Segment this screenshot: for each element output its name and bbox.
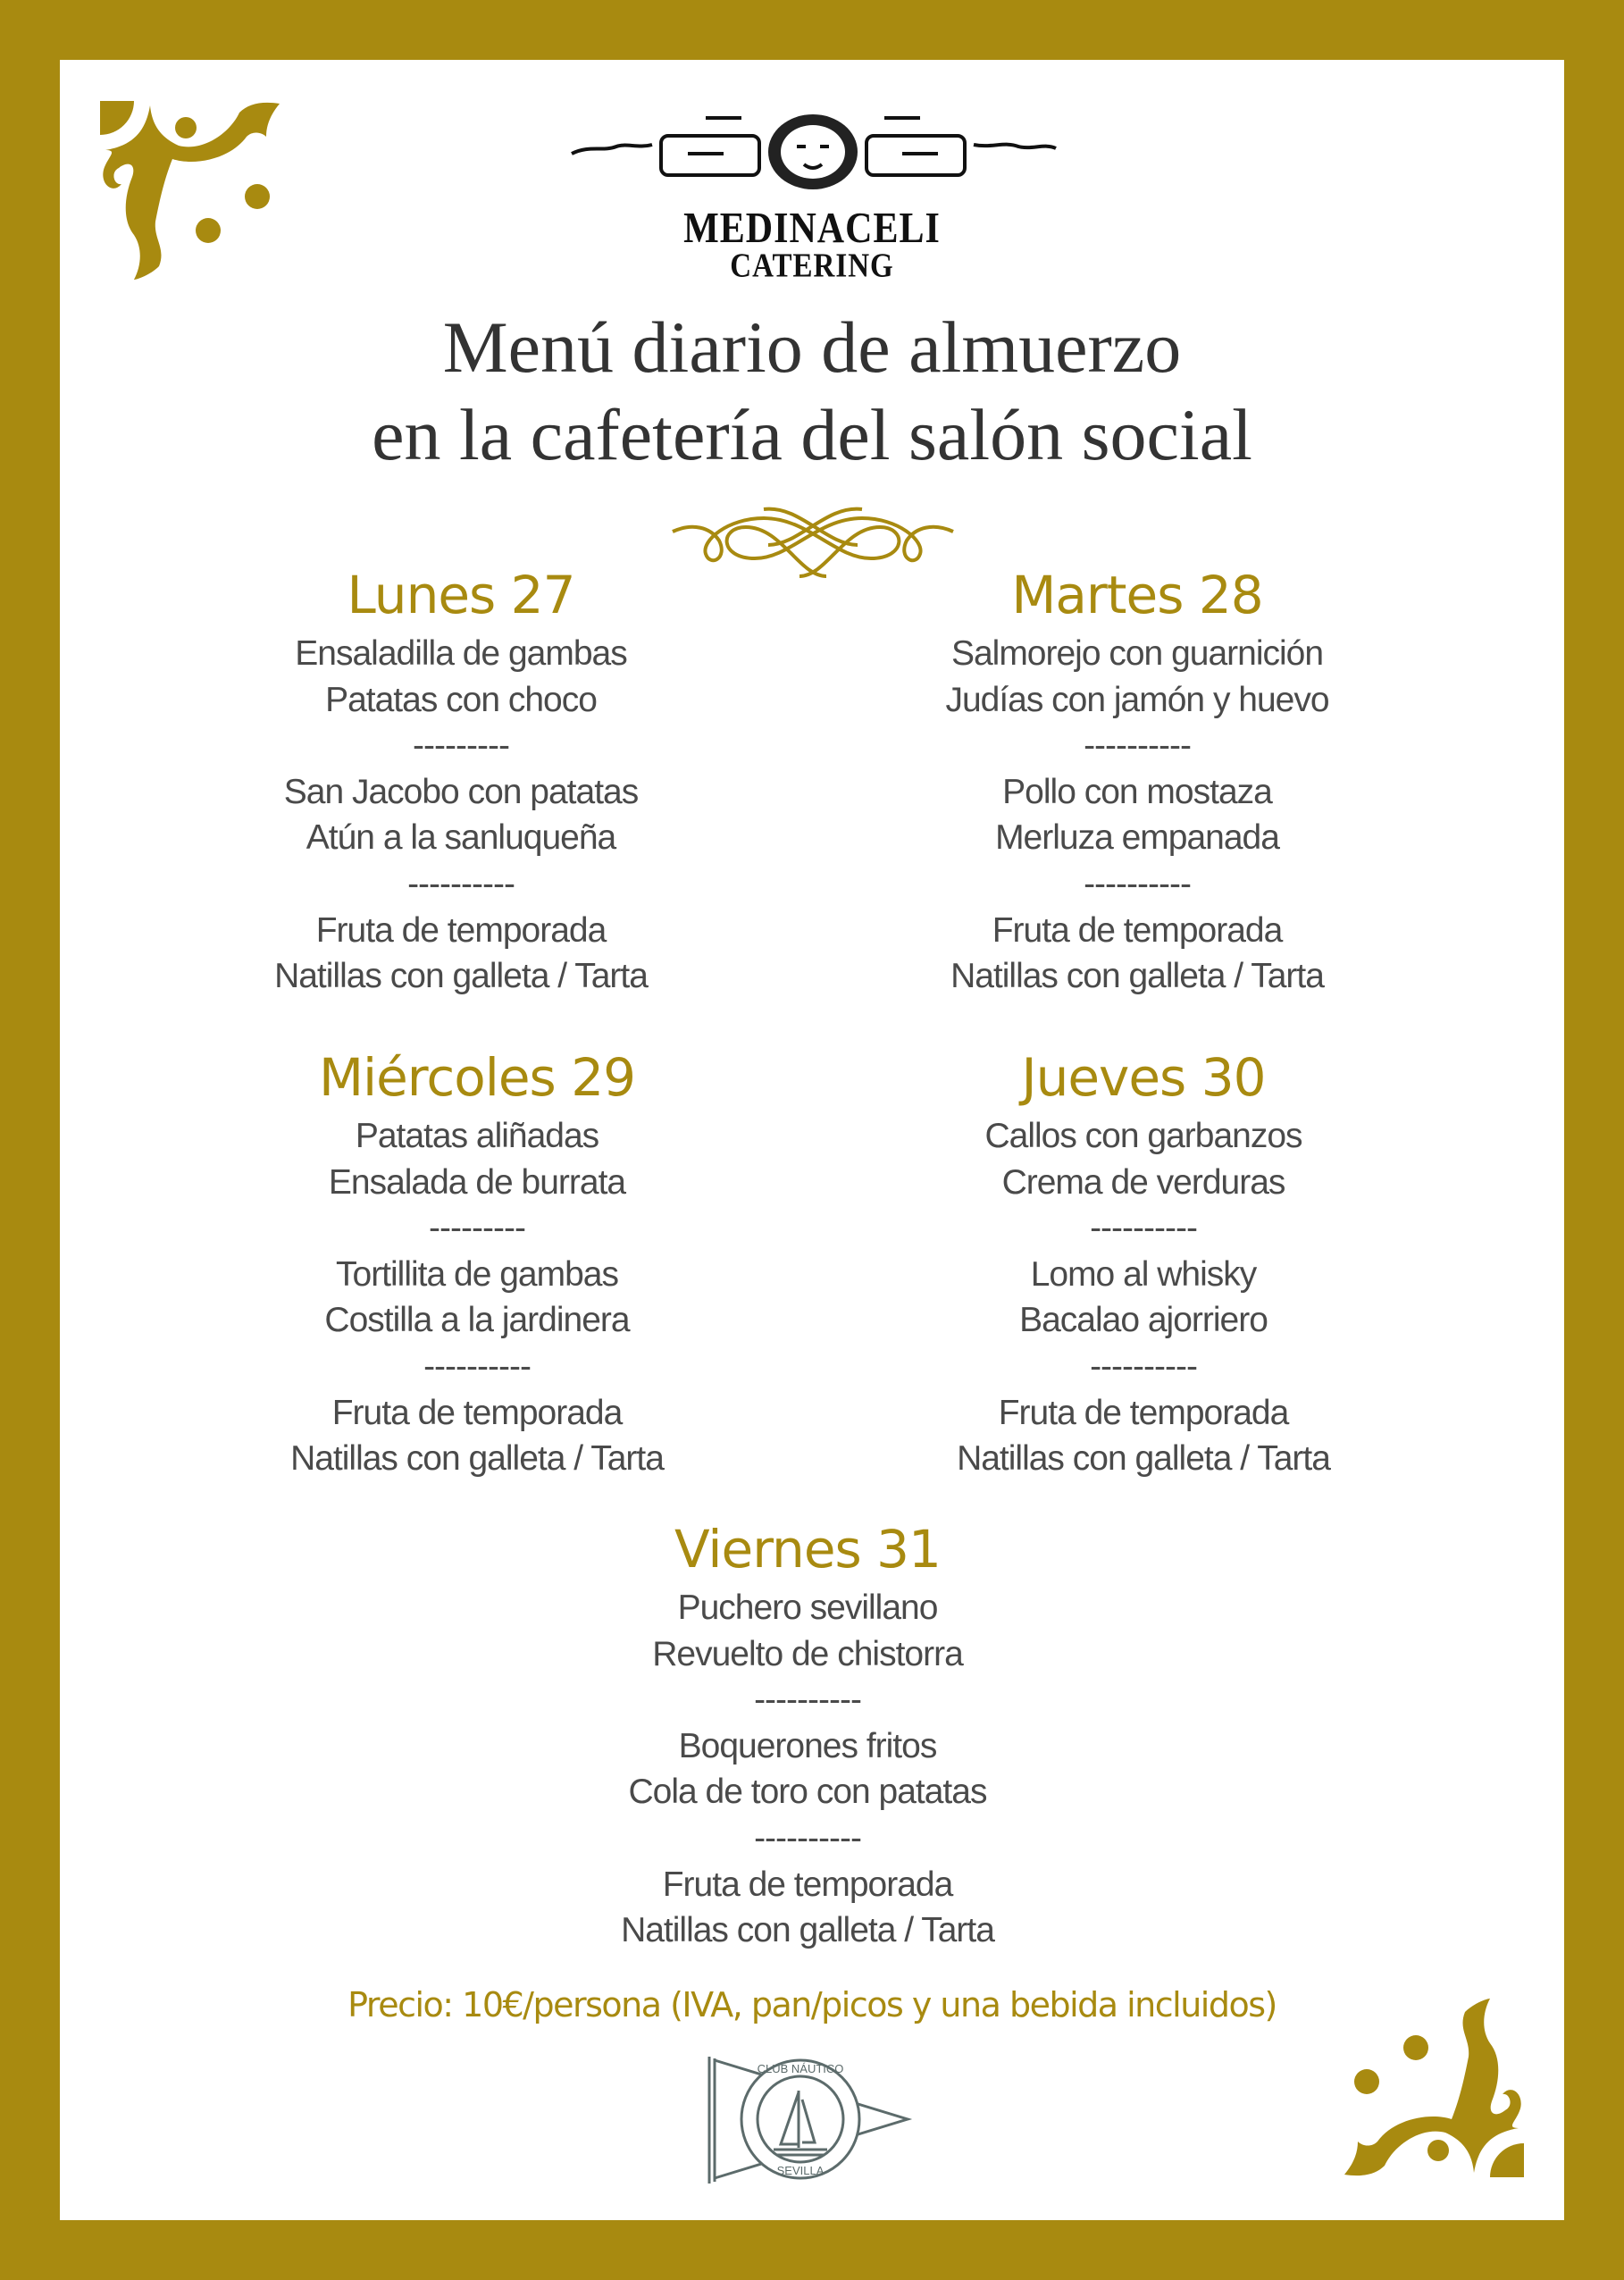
day-block-lunes: [121, 563, 800, 1000]
day-block-viernes: [468, 1517, 1147, 1954]
course-separator: ----------: [1084, 864, 1191, 903]
day-heading: Martes 28: [1011, 565, 1263, 625]
pennant-icon: [702, 2055, 917, 2185]
menu-item: Fruta de temporada: [331, 1393, 623, 1432]
club-bottom-text: SEVILLA: [776, 2164, 825, 2177]
course-separator: ----------: [754, 1818, 861, 1857]
page-title-line-2: en la cafetería del salón social: [372, 394, 1252, 475]
menu-item: Boquerones fritos: [678, 1726, 937, 1765]
price-note: Precio: 10€/persona (IVA, pan/picos y una bebida incluidos): [347, 1985, 1277, 2024]
day-heading: Jueves 30: [1021, 1047, 1266, 1108]
brand-subtitle: CATERING: [730, 247, 894, 285]
menu-item: Natillas con galleta / Tarta: [950, 957, 1324, 996]
course-separator: ----------: [423, 1346, 531, 1386]
menu-item: Natillas con galleta / Tarta: [290, 1439, 664, 1479]
menu-item: Fruta de temporada: [998, 1393, 1289, 1432]
menu-item: Fruta de temporada: [315, 910, 607, 950]
menu-item: Costilla a la jardinera: [324, 1301, 630, 1340]
course-separator: ----------: [1090, 1346, 1197, 1386]
day-heading: Viernes 31: [674, 1519, 941, 1580]
menu-item: Callos con garbanzos: [984, 1117, 1302, 1155]
menu-item: Natillas con galleta / Tarta: [957, 1439, 1330, 1479]
menu-item: Fruta de temporada: [992, 910, 1283, 950]
menu-item: Ensaladilla de gambas: [295, 634, 627, 673]
menu-item: Patatas aliñadas: [355, 1117, 599, 1155]
menu-item: Lomo al whisky: [1030, 1254, 1257, 1294]
day-heading: Lunes 27: [347, 565, 575, 625]
menu-item: Merluza empanada: [995, 818, 1279, 858]
menu-item: Patatas con choco: [325, 680, 597, 719]
menu-item: Judías con jamón y huevo: [945, 680, 1329, 719]
menu-item: Bacalao ajorriero: [1019, 1301, 1268, 1340]
menu-item: Natillas con galleta / Tarta: [621, 1911, 994, 1950]
course-separator: ----------: [1090, 1209, 1197, 1248]
day-heading: Miércoles 29: [318, 1047, 636, 1108]
course-separator: ---------: [429, 1209, 525, 1248]
course-separator: ---------: [413, 726, 509, 766]
course-separator: ----------: [1084, 726, 1191, 766]
menu-item: Salmorejo con guarnición: [950, 634, 1324, 673]
menu-item: Pollo con mostaza: [1002, 772, 1272, 811]
page-title-line-1: Menú diario de almuerzo: [442, 306, 1182, 388]
menu-item: San Jacobo con patatas: [283, 772, 639, 811]
menu-item: Ensalada de burrata: [328, 1162, 626, 1202]
course-separator: ----------: [754, 1681, 861, 1720]
menu-item: Crema de verduras: [1001, 1162, 1285, 1202]
crest-icon: [563, 109, 1063, 191]
brand-name: MEDINACELI: [683, 205, 941, 253]
menu-item: Revuelto de chistorra: [652, 1634, 963, 1673]
menu-item: Tortillita de gambas: [336, 1254, 618, 1294]
day-block-martes: [798, 563, 1477, 1000]
menu-item: Cola de toro con patatas: [628, 1773, 987, 1812]
course-separator: ----------: [407, 864, 515, 903]
menu-item: Atún a la sanluqueña: [306, 818, 616, 858]
menu-item: Fruta de temporada: [662, 1865, 953, 1904]
menu-item: Natillas con galleta / Tarta: [274, 957, 648, 996]
club-top-text: CLUB NÁUTICO: [757, 2062, 844, 2075]
day-block-jueves: [804, 1045, 1483, 1482]
menu-item: Puchero sevillano: [677, 1588, 938, 1627]
day-block-miercoles: [138, 1045, 816, 1482]
